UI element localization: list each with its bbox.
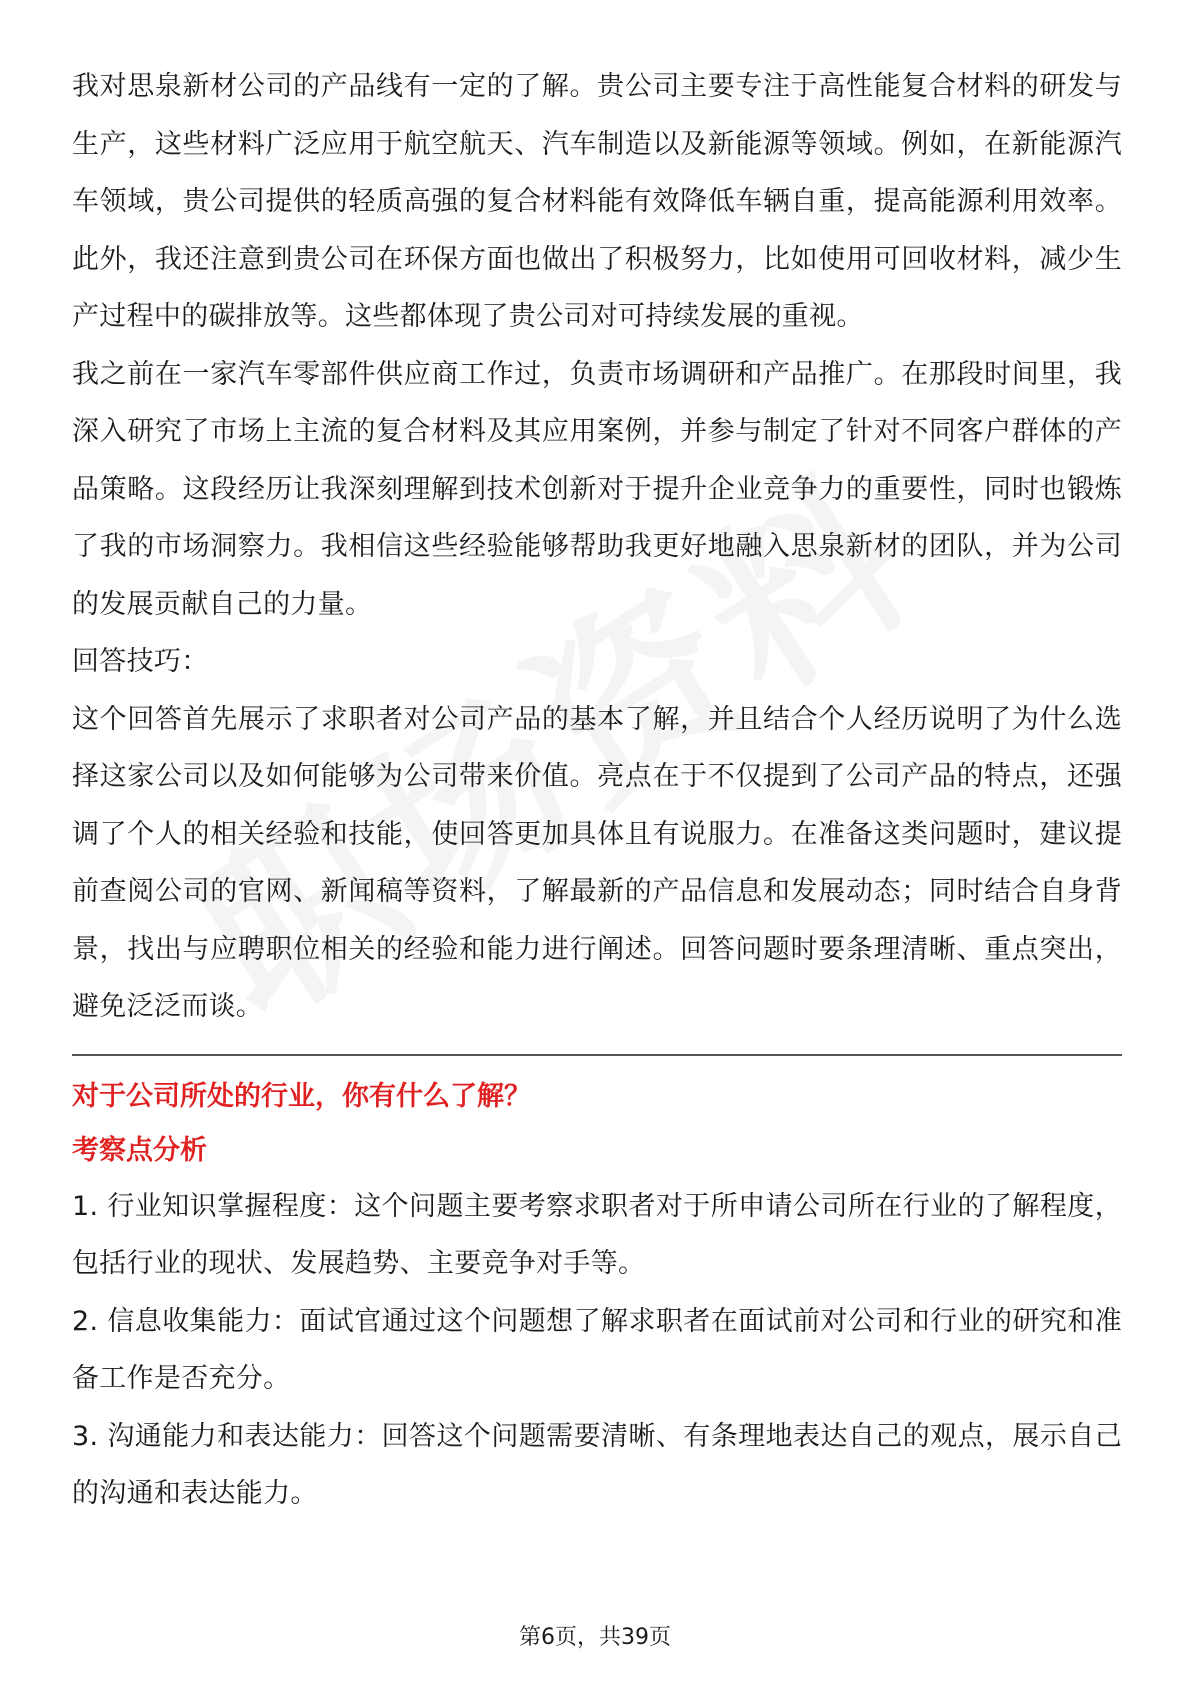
analysis-item-3: 3. 沟通能力和表达能力：回答这个问题需要清晰、有条理地表达自己的观点，展示自己的沟通和表达能力。: [72, 1420, 1122, 1509]
answer-paragraph-1: 我对思泉新材公司的产品线有一定的了解。贵公司主要专注于高性能复合材料的研发与生产，这些材料广泛应用于航空航天、汽车制造以及新能源等领域。例如，在新能源汽车领域，贵公司提供的轻质高强的复合材料能有效降低车辆自重，提高能源利用效率。此外，我还注意到贵公司在环保方面也做出了积极努力，比如使用可回收材料，减少生产过程中的碳排放等。这些都体现了贵公司对可持续发展的重视。: [72, 71, 1122, 332]
document-body: [72, 58, 1122, 1523]
analysis-item-2: 2. 信息收集能力：面试官通过这个问题想了解求职者在面试前对公司和行业的研究和准备工作是否充分。: [72, 1305, 1122, 1394]
page-number: 第6页，共39页: [519, 1625, 671, 1650]
answer-paragraph-2: 我之前在一家汽车零部件供应商工作过，负责市场调研和产品推广。在那段时间里，我深入研究了市场上主流的复合材料及其应用案例，并参与制定了针对不同客户群体的产品策略。这段经历让我深刻理解到技术创新对于提升企业竞争力的重要性，同时也锻炼了我的市场洞察力。我相信这些经验能够帮助我更好地融入思泉新材的团队，并为公司的发展贡献自己的力量。: [72, 358, 1122, 620]
question-heading: 对于公司所处的行业，你有什么了解？: [72, 1080, 531, 1112]
tips-paragraph: 这个回答首先展示了求职者对公司产品的基本了解，并且结合个人经历说明了为什么选择这家公司以及如何能够为公司带来价值。亮点在于不仅提到了公司产品的特点，还强调了个人的相关经验和技能，使回答更加具体且有说服力。在准备这类问题时，建议提前查阅公司的官网、新闻稿等资料，了解最新的产品信息和发展动态；同时结合自身背景，找出与应聘职位相关的经验和能力进行阐述。回答问题时要条理清晰、重点突出，避免泛泛而谈。: [72, 703, 1122, 1022]
analysis-item-1: 1. 行业知识掌握程度：这个问题主要考察求职者对于所申请公司所在行业的了解程度，包括行业的现状、发展趋势、主要竞争对手等。: [72, 1190, 1122, 1279]
section-divider: [72, 1054, 1122, 1056]
tips-label: 回答技巧：: [72, 646, 209, 677]
analysis-heading: 考察点分析: [72, 1134, 207, 1166]
